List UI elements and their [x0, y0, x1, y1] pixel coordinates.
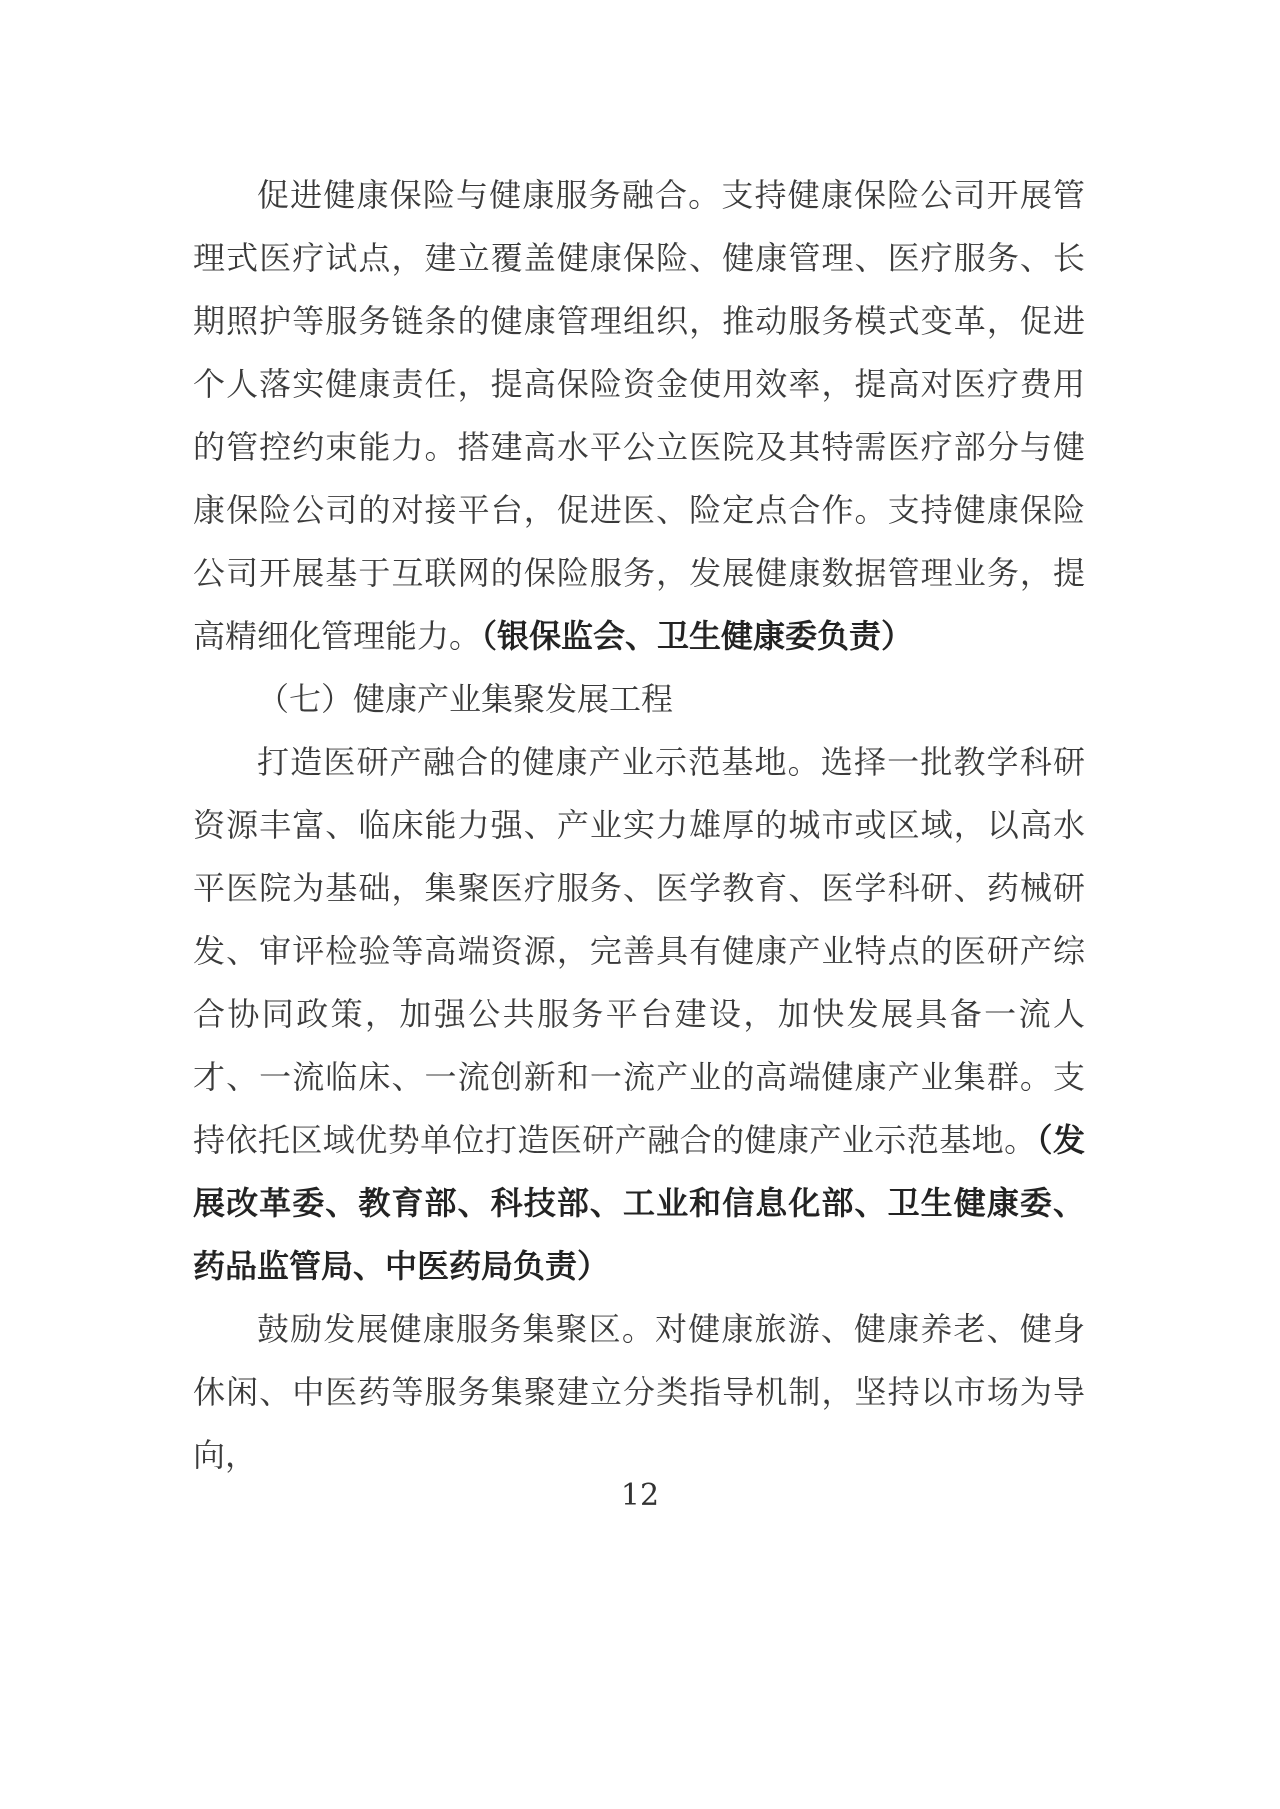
paragraph-industry-demo-bases — [193, 731, 1085, 1298]
text-block — [193, 164, 1085, 1487]
paragraph-body-text: 促进健康保险与健康服务融合。支持健康保险公司开展管理式医疗试点，建立覆盖健康保险、健康管理、医疗服务、长期照护等服务链条的健康管理组织，推动服务模式变革，促进个人落实健康责任，提高保险资金使用效率，提高对医疗费用的管控约束能力。搭建高水平公立医院及其特需医疗部分与健康保险公司的对接平台，促进医、险定点合作。支持健康保险公司开展基于互联网的保险服务，发展健康数据管理业务，提高精细化管理能力。 — [193, 176, 1085, 655]
page-number: 12 — [620, 1478, 660, 1513]
section-heading-seven — [193, 668, 1085, 731]
responsible-agencies-label: （发展改革委、教育部、科技部、工业和信息化部、卫生健康委、药品监管局、中医药局负责） — [193, 1121, 1085, 1285]
responsible-agencies-label: （银保监会、卫生健康委负责） — [481, 617, 914, 655]
paragraph-body-text: 打造医研产融合的健康产业示范基地。选择一批教学科研资源丰富、临床能力强、产业实力雄厚的城市或区域，以高水平医院为基础，集聚医疗服务、医学教育、医学科研、药械研发、审评检验等高端资源，完善具有健康产业特点的医研产综合协同政策，加强公共服务平台建设，加快发展具备一流人才、一流临床、一流创新和一流产业的高端健康产业集群。支持依托区域优势单位打造医研产融合的健康产业示范基地。 — [193, 743, 1085, 1159]
paragraph-insurance-service-integration — [193, 164, 1085, 668]
paragraph-body-text: 鼓励发展健康服务集聚区。对健康旅游、健康养老、健身休闲、中医药等服务集聚建立分类指导机制，坚持以市场为导向， — [193, 1310, 1085, 1474]
section-heading-text: （七）健康产业集聚发展工程 — [257, 680, 674, 718]
paragraph-service-cluster-zones — [193, 1298, 1085, 1487]
